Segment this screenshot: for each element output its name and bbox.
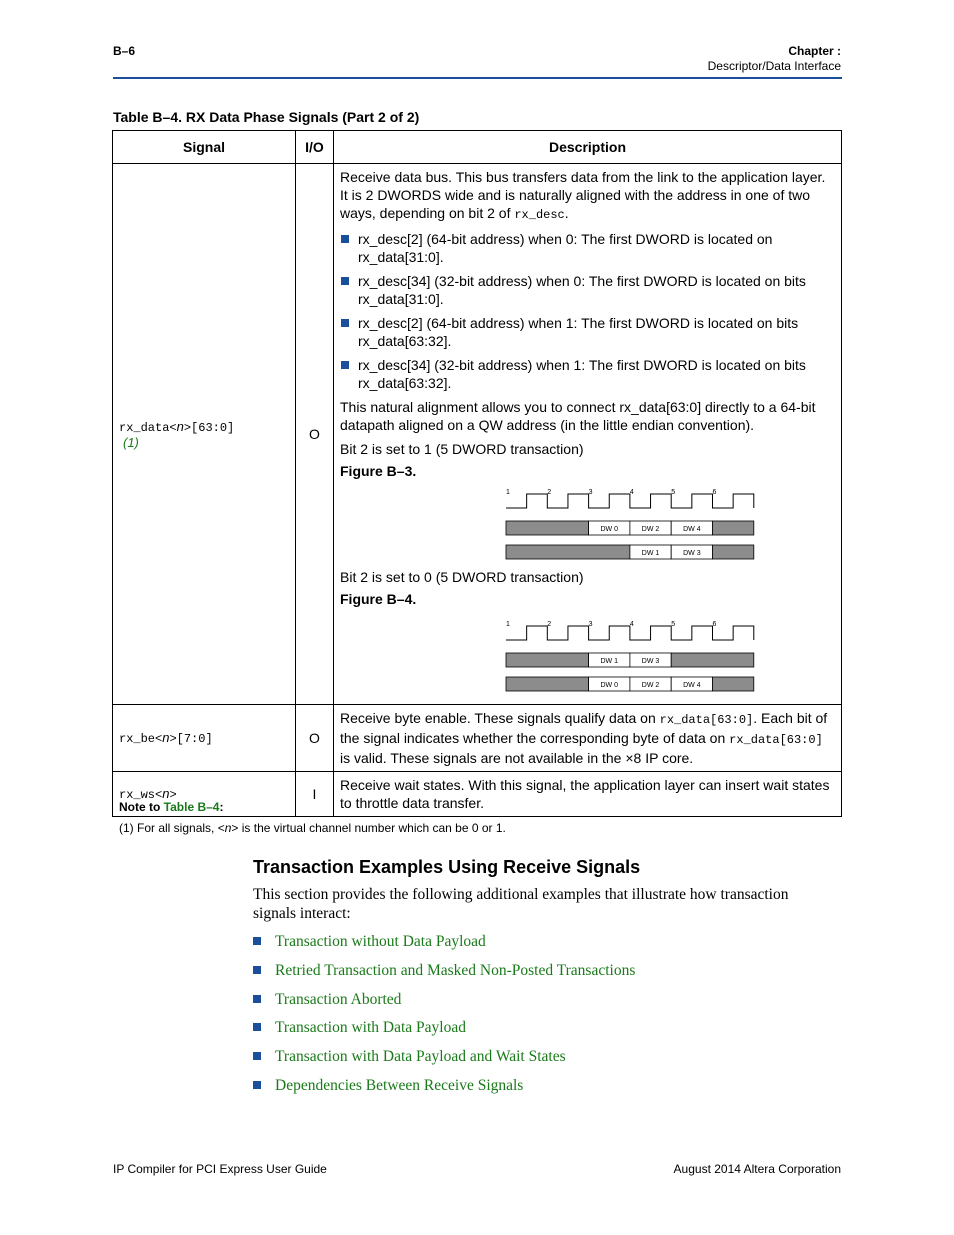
idle-cell [506,521,589,535]
link-transaction-with-wait-states[interactable]: Transaction with Data Payload and Wait States [275,1048,566,1065]
bullet-icon [253,1023,261,1031]
alignment-text: This natural alignment allows you to connect rx_data[63:0] directly to a 64-bit datapath aligned on a QW address (in the little endian convention). [340,399,816,433]
bullet-icon [253,995,261,1003]
table-row [113,705,842,772]
data-cell-label: DW 2 [641,682,660,689]
data-cell-label: DW 4 [683,682,701,689]
clock-label: 4 [629,489,634,496]
idle-cell [506,545,630,559]
table-note-title: Note to Table B–4: [119,800,224,814]
footnote-link[interactable]: (1) [123,434,139,450]
bullet-icon [253,966,261,974]
col-signal: Signal [113,131,296,164]
link-transaction-with-data[interactable]: Transaction with Data Payload [275,1019,466,1036]
col-description: Description [334,131,842,164]
description-cell [334,164,842,705]
list-item: rx_desc[34] (32-bit address) when 1: The first DWORD is located on bits rx_data[63:32]. [340,356,835,392]
bullet-icon [341,235,349,243]
clock-label: 5 [671,489,676,496]
page-number: B–6 [113,44,136,58]
timing-diagram-2-svg [504,602,764,700]
list-item [253,962,635,980]
clock-label: 1 [506,621,510,628]
clock-label: 6 [712,489,717,496]
io-cell: O [296,705,334,772]
section-label: Descriptor/Data Interface [707,59,841,73]
data-cell-label: DW 1 [600,658,618,665]
signal-cell: rx_be<n>[7:0] [113,705,296,772]
bullet-icon [341,277,349,285]
section-heading: Transaction Examples Using Receive Signals [253,857,641,877]
link-retried-transaction[interactable]: Retried Transaction and Masked Non-Posted Transactions [275,962,636,979]
data-cell-label: DW 0 [600,526,618,533]
section-intro: This section provides the following additional examples that illustrate how transaction signals interact: [253,886,789,922]
clock-label: 3 [588,489,593,496]
clock-waveform [506,626,754,640]
case1-text: Bit 2 is set to 1 (5 DWORD transaction) [340,441,584,457]
clock-label: 6 [712,621,717,628]
list-item: rx_desc[34] (32-bit address) when 0: The first DWORD is located on bits rx_data[31:0]. [340,272,835,308]
signals-table [112,130,842,817]
io-cell: O [296,164,334,705]
timing-diagram-1-svg [504,474,764,566]
description-cell: Receive wait states. With this signal, the application layer can insert wait states to throttle data transfer. [334,772,842,817]
timing-diagram-1 [504,474,835,566]
idle-cell [671,653,754,667]
figure1-title: Figure B–3. [340,463,417,479]
table-note-1: (1) For all signals, <n> is the virtual channel number which can be 0 or 1. [119,821,506,835]
list-item: rx_desc[2] (64-bit address) when 0: The first DWORD is located on rx_data[31:0]. [340,230,835,266]
list-item: rx_desc[2] (64-bit address) when 1: The first DWORD is located on bits rx_data[63:32]. [340,314,835,350]
clock-label: 3 [588,621,593,628]
idle-cell [506,653,589,667]
clock-label: 2 [547,489,552,496]
idle-cell [713,521,754,535]
list-item [253,1048,566,1066]
idle-cell [713,677,754,691]
signal-cell [113,164,296,705]
signal-cell: rx_ws<n> [113,772,296,817]
signal-range: >[63:0] [183,420,235,435]
table-link[interactable]: Table B–4 [163,800,220,814]
link-transaction-aborted[interactable]: Transaction Aborted [275,991,402,1008]
clock-label: 2 [547,621,552,628]
clock-label: 4 [629,621,634,628]
chapter-label: Chapter : [788,44,841,58]
link-transaction-without-data[interactable]: Transaction without Data Payload [275,933,486,950]
signal-name: rx_data< [119,420,177,435]
data-cell-label: DW 0 [600,682,618,689]
desc-intro: Receive data bus. This bus transfers data from the link to the application layer. It is 2 DWORDS wide and is naturally aligned with the address in one of two ways, depending on bit 2 of rx_desc. [340,169,826,222]
list-item [253,1077,523,1095]
bullet-icon [253,1081,261,1089]
idle-cell [713,545,754,559]
case2-text: Bit 2 is set to 0 (5 DWORD transaction) [340,569,584,585]
clock-label: 5 [671,621,676,628]
bullet-icon [253,1052,261,1060]
bullet-icon [341,361,349,369]
clock-waveform [506,494,754,508]
table-header-row [113,131,842,164]
data-cell-label: DW 3 [641,658,660,665]
list-item [253,933,486,951]
idle-cell [506,677,589,691]
link-dependencies[interactable]: Dependencies Between Receive Signals [275,1077,524,1094]
table-title: Table B–4. RX Data Phase Signals (Part 2 of 2) [113,109,420,125]
figure2-title: Figure B–4. [340,591,417,607]
clock-label: 1 [506,489,510,496]
signal-n: n [176,418,184,434]
list-item [253,1019,466,1037]
data-cell-label: DW 1 [641,550,660,557]
bullet-icon [253,937,261,945]
footer-title: IP Compiler for PCI Express User Guide [113,1162,327,1176]
bullet-icon [341,319,349,327]
list-item [253,991,401,1009]
footer-date-company: August 2014 Altera Corporation [673,1162,841,1176]
timing-diagram-2 [504,602,835,700]
description-cell: Receive byte enable. These signals qualify data on rx_data[63:0]. Each bit of the signal indicates whether the corresponding byte of data on rx_data[63:0] is valid. These signals are not available in the ×8 IP core. [334,705,842,772]
table-row [113,164,842,705]
io-cell: I [296,772,334,817]
data-cell-label: DW 2 [641,526,660,533]
header-rule [113,77,842,79]
data-cell-label: DW 4 [683,526,701,533]
data-cell-label: DW 3 [683,550,701,557]
col-io: I/O [296,131,334,164]
